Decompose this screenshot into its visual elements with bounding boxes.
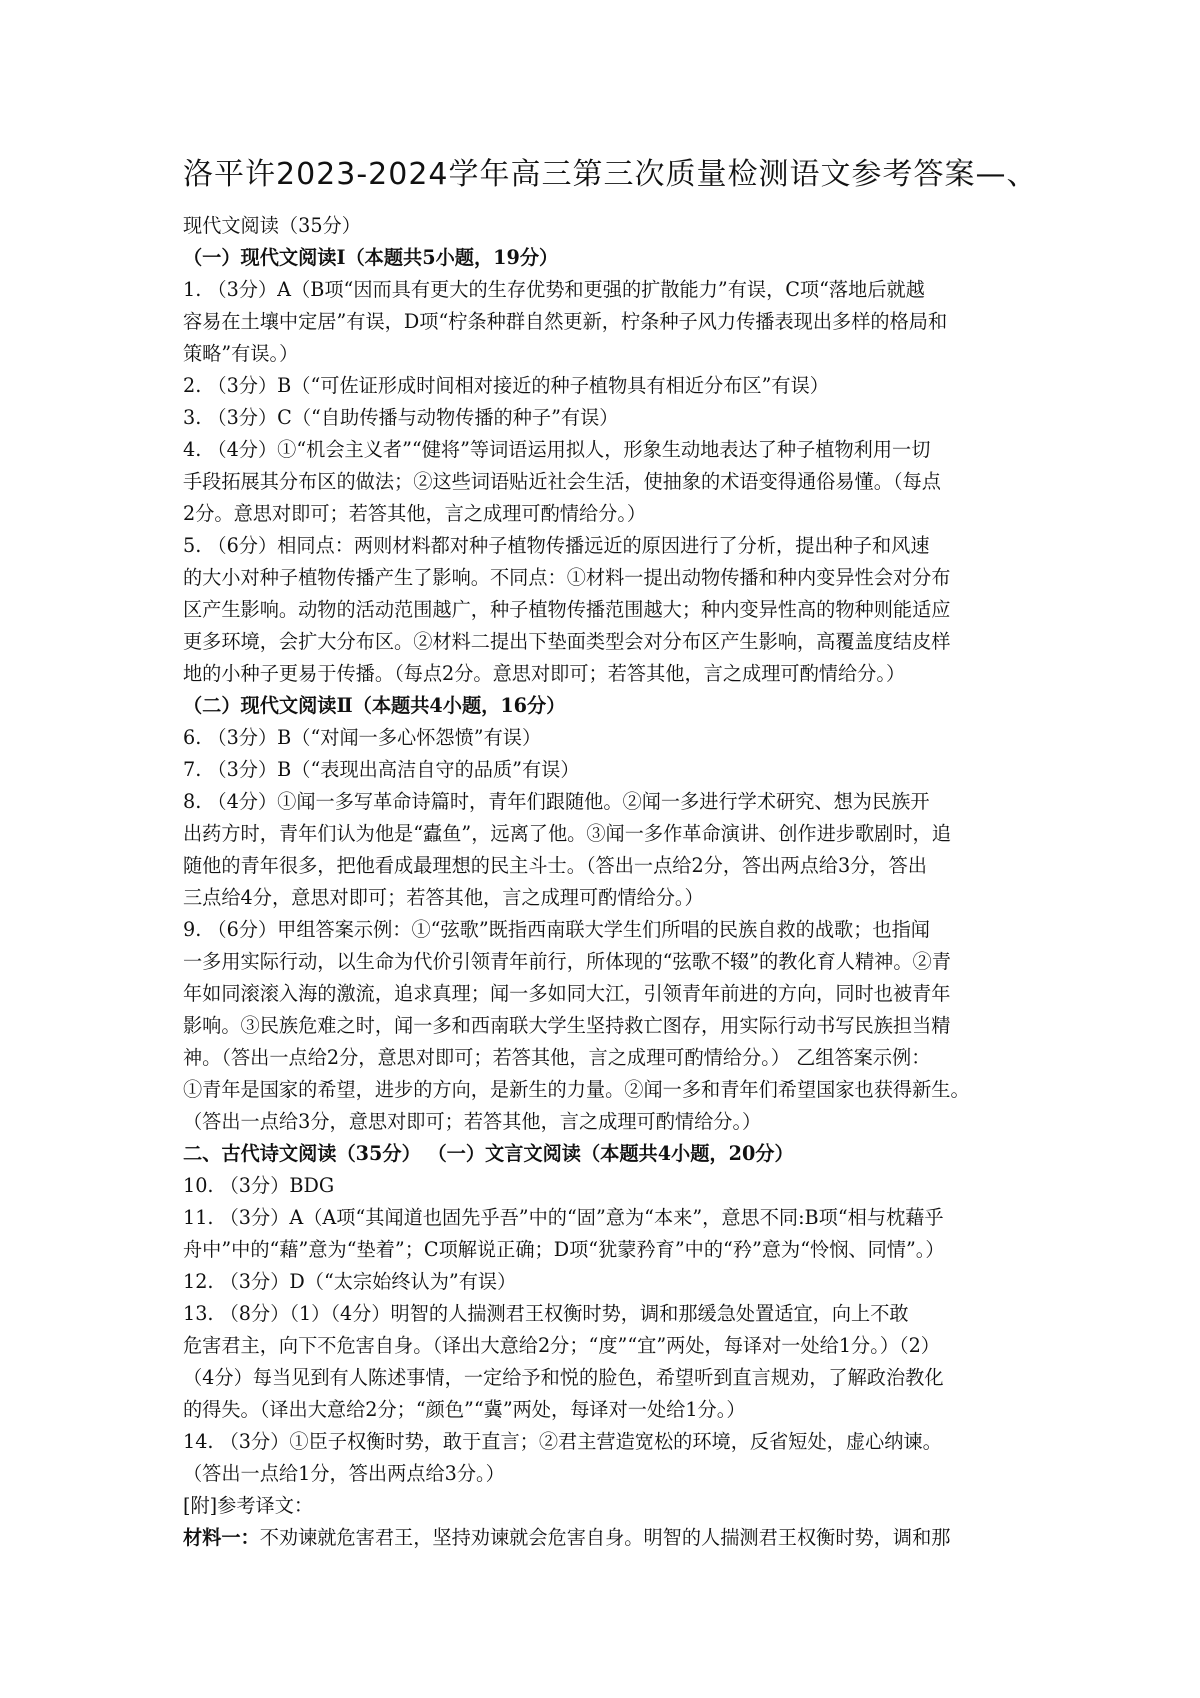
text-line: 10. （3分）BDG (183, 1174, 335, 1197)
text-line: 一多用实际行动，以生命为代价引领青年前行，所体现的“弦歌不辍”的教化育人精神。②青 (183, 950, 951, 973)
text-line: 的得失。（译出大意给2分；“颜色”“冀”两处，每译对一处给1分。） (183, 1398, 746, 1421)
section-heading: 二、古代诗文阅读（35分） （一）文言文阅读（本题共4小题，20分） (183, 1142, 794, 1165)
text-line: 14. （3分）①臣子权衡时势，敢于直言；②君主营造宽松的环境，反省短处，虚心纳谏。 (183, 1430, 942, 1453)
text-line: （答出一点给3分，意思对即可；若答其他，言之成理可酌情给分。） (183, 1110, 762, 1133)
text-line: 的大小对种子植物传播产生了影响。不同点：①材料一提出动物传播和种内变异性会对分布 (183, 566, 951, 589)
text-line: 2. （3分）B（“可佐证形成时间相对接近的种子植物具有相近分布区”有误） (183, 374, 829, 397)
text-line: ①青年是国家的希望，进步的方向，是新生的力量。②闻一多和青年们希望国家也获得新生。 (183, 1078, 970, 1101)
text-line: 三点给4分，意思对即可；若答其他，言之成理可酌情给分。） (183, 886, 704, 909)
text-line: 9. （6分）甲组答案示例：①“弦歌”既指西南联大学生们所唱的民族自救的战歌；也指闻 (183, 918, 930, 941)
text-line: 出药方时，青年们认为他是“蠹鱼”，远离了他。③闻一多作革命演讲、创作进步歌剧时，追 (183, 822, 951, 845)
text-line: 更多环境，会扩大分布区。②材料二提出下垫面类型会对分布区产生影响，高覆盖度结皮样 (183, 630, 951, 653)
section-heading: （二）现代文阅读Ⅱ（本题共4小题，16分） (183, 694, 566, 717)
text-line: 2分。意思对即可；若答其他，言之成理可酌情给分。） (183, 502, 647, 525)
text-line: 地的小种子更易于传播。（每点2分。意思对即可；若答其他，言之成理可酌情给分。） (183, 662, 906, 685)
text-line: 12. （3分）D（“太宗始终认为”有误） (183, 1270, 517, 1293)
text-line: 影响。③民族危难之时，闻一多和西南联大学生坚持救亡图存，用实际行动书写民族担当精 (183, 1014, 951, 1037)
text-line: 现代文阅读（35分） (183, 214, 361, 237)
text-line: 4. （4分）①“机会主义者”“健将”等词语运用拟人，形象生动地表达了种子植物利用一切 (183, 438, 931, 461)
text-line: 随他的青年很多，把他看成最理想的民主斗士。（答出一点给2分，答出两点给3分，答出 (183, 854, 927, 877)
text-line: 3. （3分）C（“自助传播与动物传播的种子”有误） (183, 406, 619, 429)
text-line: 容易在土壤中定居”有误，D项“柠条种群自然更新，柠条种子风力传播表现出多样的格局和 (183, 310, 948, 333)
text-line: 年如同滚滚入海的激流，追求真理；闻一多如同大江，引领青年前进的方向，同时也被青年 (183, 982, 951, 1005)
text-line: 神。（答出一点给2分，意思对即可；若答其他，言之成理可酌情给分。） 乙组答案示例： (183, 1046, 931, 1069)
text-line: 6. （3分）B（“对闻一多心怀怨愤”有误） (183, 726, 542, 749)
text-line: 危害君主，向下不危害自身。（译出大意给2分；“度”“宜”两处，每译对一处给1分。）（2） (183, 1334, 940, 1357)
text-line: [附]参考译文： (183, 1494, 314, 1517)
text-line: 11. （3分）A（A项“其闻道也固先乎吾”中的“固”意为“本来”，意思不同:B项“相与枕藉乎 (183, 1206, 944, 1229)
document-body (183, 210, 1025, 1554)
text-line: （答出一点给1分，答出两点给3分。） (183, 1462, 505, 1485)
material-text: 不劝谏就危害君王，坚持劝谏就会危害自身。明智的人揣测君王权衡时势，调和那 (259, 1526, 951, 1549)
text-line: 7. （3分）B（“表现出高洁自守的品质”有误） (183, 758, 580, 781)
text-line: 13. （8分）（1）（4分）明智的人揣测君王权衡时势，调和那缓急处置适宜，向上不敢 (183, 1302, 909, 1325)
text-line: 舟中”中的“藉”意为“垫着”；C项解说正确；D项“犹蒙矜育”中的“矜”意为“怜悯、同情”。） (183, 1238, 945, 1261)
text-line: （4分）每当见到有人陈述事情，一定给予和悦的脸色，希望听到直言规劝，了解政治教化 (183, 1366, 944, 1389)
material-line (183, 1522, 1025, 1554)
text-line: 手段拓展其分布区的做法；②这些词语贴近社会生活，使抽象的术语变得通俗易懂。（每点 (183, 470, 941, 493)
document-title: 洛平许2023-2024学年高三第三次质量检测语文参考答案—、 (183, 157, 1038, 192)
text-line: 区产生影响。动物的活动范围越广，种子植物传播范围越大；种内变异性高的物种则能适应 (183, 598, 951, 621)
section-heading: （一）现代文阅读I（本题共5小题，19分） (183, 246, 559, 269)
text-line: 5. （6分）相同点：两则材料都对种子植物传播远近的原因进行了分析，提出种子和风速 (183, 534, 930, 557)
text-line: 1. （3分）A（B项“因而具有更大的生存优势和更强的扩散能力”有误，C项“落地后就越 (183, 278, 925, 301)
text-line: 策略”有误。） (183, 342, 299, 365)
text-line: 8. （4分）①闻一多写革命诗篇时，青年们跟随他。②闻一多进行学术研究、想为民族开 (183, 790, 930, 813)
material-label: 材料一： (183, 1526, 260, 1549)
